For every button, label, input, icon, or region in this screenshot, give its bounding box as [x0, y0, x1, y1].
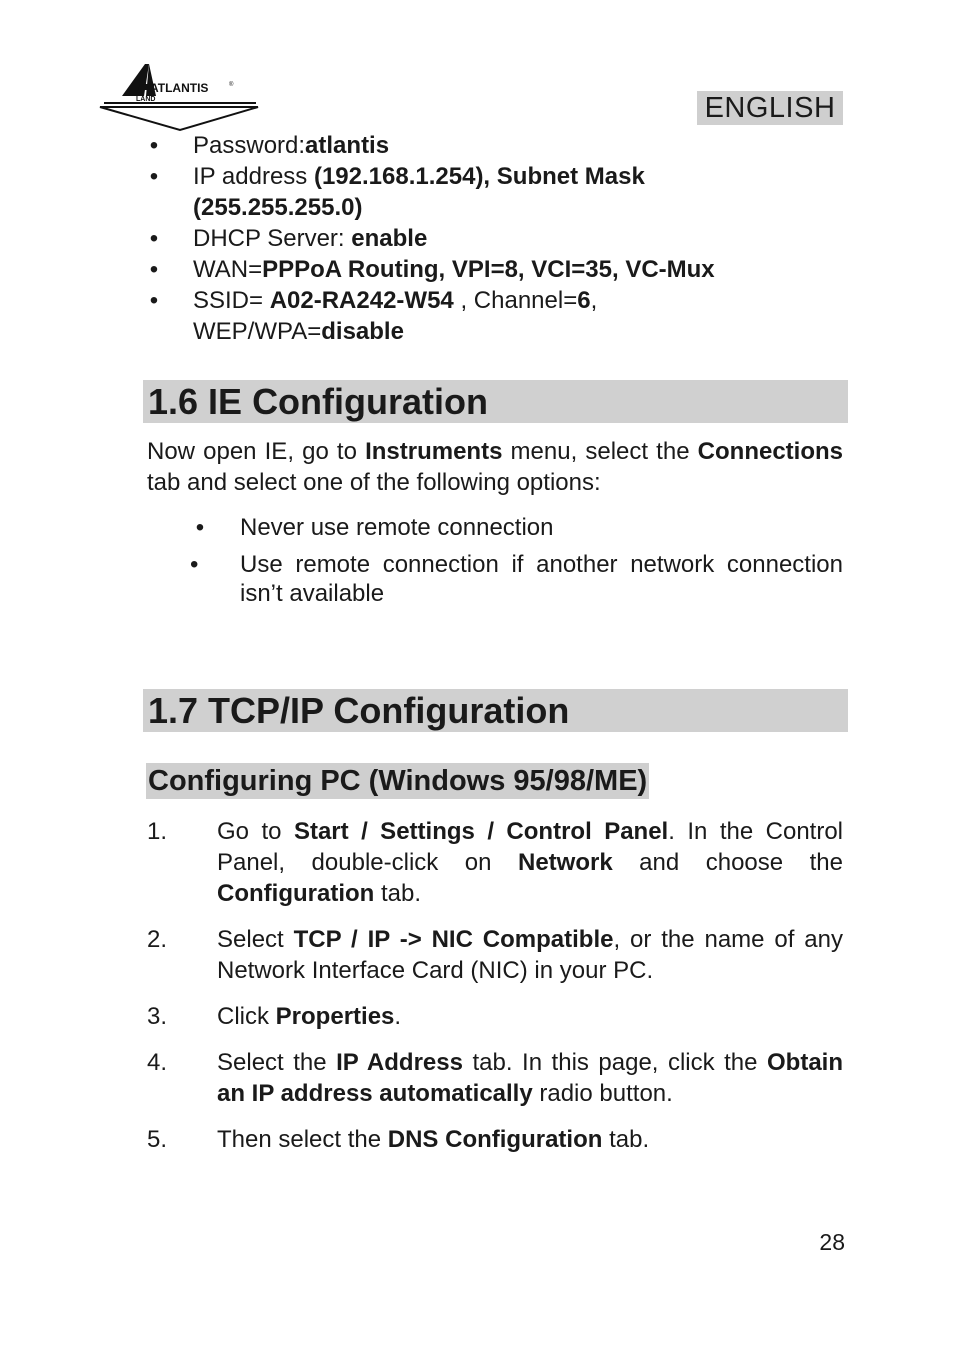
option-text: Never use remote connection: [240, 514, 554, 541]
section-heading-tcp: 1.7 TCP/IP Configuration: [143, 689, 848, 732]
item-value-2: (255.255.255.0): [193, 194, 363, 221]
step-item: [147, 1124, 843, 1155]
item-value-2: 6: [577, 287, 591, 314]
bold-text: IP Address: [336, 1049, 463, 1076]
bullet: •: [149, 256, 159, 283]
bold-text: Properties: [275, 1003, 395, 1030]
text: Select: [217, 926, 294, 953]
step-number: 5.: [147, 1126, 168, 1153]
list-item: [147, 285, 847, 347]
text: tab.: [602, 1126, 650, 1153]
bullet: •: [190, 551, 199, 578]
item-text: ,: [590, 287, 598, 314]
section-heading-ie: 1.6 IE Configuration: [143, 380, 848, 423]
text: .: [394, 1003, 402, 1030]
bullet: •: [149, 132, 159, 159]
text: tab. In this page, click the: [462, 1049, 768, 1076]
step-item: [147, 1001, 843, 1032]
step-number: 4.: [147, 1049, 168, 1076]
list-item: [147, 130, 847, 161]
text: , or the name of any Network Interface Card (NIC) in your PC.: [217, 926, 843, 984]
text: Then select the: [217, 1126, 388, 1153]
item-value-3: disable: [321, 318, 404, 345]
item-label: WAN=: [193, 256, 263, 283]
item-value: PPPoA Routing, VPI=8, VCI=35, VC-Mux: [262, 256, 715, 283]
step-number: 3.: [147, 1003, 168, 1030]
text: and choose the: [612, 849, 843, 876]
text: radio button.: [532, 1080, 673, 1107]
page-number: 28: [819, 1229, 845, 1255]
item-label: SSID=: [193, 287, 270, 314]
ie-options-list: [190, 513, 843, 616]
list-item: [147, 223, 847, 254]
text: Now open IE, go to: [147, 438, 366, 465]
item-label: IP address: [193, 163, 314, 190]
logo-text: ATLANTIS: [150, 81, 209, 95]
bold-text: Configuration: [217, 880, 375, 907]
item-label: DHCP Server:: [193, 225, 352, 252]
item-label-3: WEP/WPA=: [193, 318, 322, 345]
atlantis-land-logo: [98, 60, 260, 132]
bullet: •: [149, 225, 159, 252]
default-settings-list: [147, 130, 847, 347]
bold-text: Instruments: [365, 438, 503, 465]
list-item: [147, 254, 847, 285]
logo-registered-mark: ®: [229, 82, 234, 88]
item-value: atlantis: [305, 132, 390, 159]
item-text: , Channel=: [453, 287, 578, 314]
item-label: Password:: [193, 132, 306, 159]
text: Select the: [217, 1049, 337, 1076]
configuration-steps-list: [147, 816, 843, 1170]
bullet: •: [195, 514, 205, 541]
bold-text: Network: [517, 849, 613, 876]
list-item: [190, 513, 843, 542]
list-item: [147, 161, 847, 223]
step-number: 1.: [147, 818, 168, 845]
item-value: (192.168.1.254), Subnet Mask: [313, 163, 645, 190]
item-value: A02-RA242-W54: [269, 287, 454, 314]
step-item: [147, 924, 843, 986]
logo-subtext: LAND: [136, 96, 156, 103]
text: . In the Control Panel, double-click on: [217, 818, 844, 876]
ie-intro-paragraph: [147, 436, 843, 498]
bold-text: Start / Settings / Control Panel: [293, 818, 669, 845]
text: menu, select the: [502, 438, 698, 465]
step-item: [147, 816, 843, 909]
bullet: •: [149, 163, 159, 190]
step-number: 2.: [147, 926, 168, 953]
text: tab.: [374, 880, 422, 907]
bold-text: TCP / IP -> NIC Compatible: [293, 926, 614, 953]
option-text: Use remote connection if another network connection isn’t available: [240, 551, 843, 607]
bold-text: Obtain an IP address automatically: [217, 1049, 844, 1107]
text: Click: [217, 1003, 276, 1030]
subsection-heading: Configuring PC (Windows 95/98/ME): [148, 765, 648, 797]
text: tab and select one of the following options:: [147, 469, 601, 496]
bold-text: DNS Configuration: [387, 1126, 603, 1153]
text: Go to: [217, 818, 294, 845]
language-label: ENGLISH: [697, 91, 843, 125]
item-value: enable: [351, 225, 428, 252]
bold-text: Connections: [697, 438, 844, 465]
step-item: [147, 1047, 843, 1109]
list-item: [190, 550, 843, 608]
bullet: •: [149, 287, 159, 314]
